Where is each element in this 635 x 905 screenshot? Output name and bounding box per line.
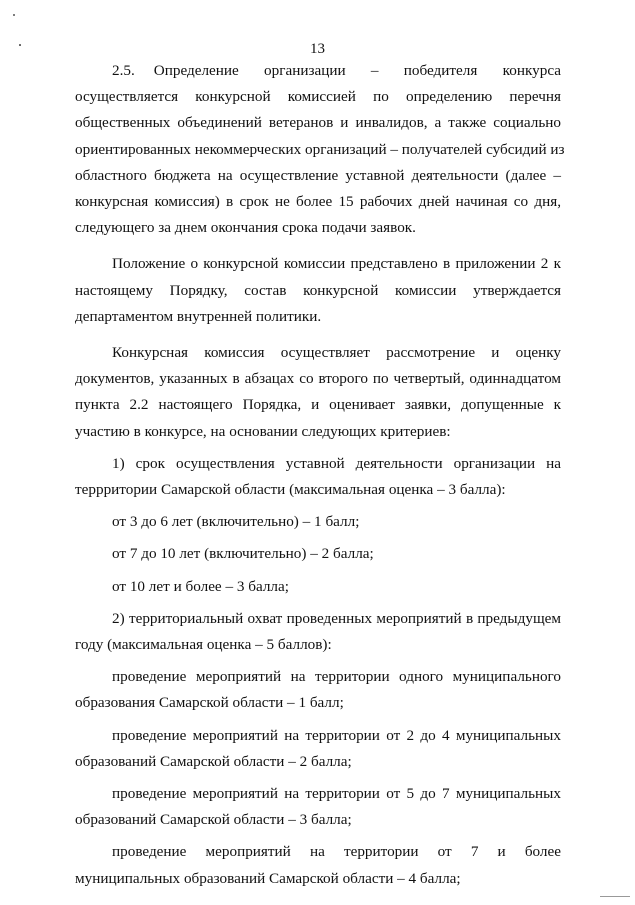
- criterion-1: [75, 451, 561, 503]
- text-line: году (максимальная оценка – 5 баллов):: [75, 636, 332, 654]
- criterion-1-option-1: [75, 509, 561, 535]
- text-line: областного бюджета на осуществление уставной деятельности (далее –: [75, 166, 561, 184]
- text-line: настоящему Порядку, состав конкурсной комиссии утверждается: [75, 281, 561, 299]
- text-line: от 10 лет и более – 3 балла;: [112, 577, 289, 595]
- text-line: департаментом внутренней политики.: [75, 307, 322, 325]
- text-line: конкурсная комиссия) в срок не более 15 рабочих дней начиная со дня,: [75, 193, 561, 211]
- text-line: 1) срок осуществления уставной деятельности организации на: [112, 454, 561, 472]
- text-line: осуществляется конкурсной комиссией по определению перечня: [75, 88, 561, 106]
- scan-speck: [13, 14, 15, 16]
- text-line: образования Самарской области – 1 балл;: [75, 694, 344, 712]
- text-line: проведение мероприятий на территории от 5 до 7 муниципальных: [112, 785, 561, 803]
- paragraph-evaluation: [75, 340, 561, 445]
- text-line: муниципальных образований Самарской области – 4 балла;: [75, 869, 461, 887]
- text-line: проведение мероприятий на территории одного муниципального: [112, 668, 561, 686]
- text-line: образований Самарской области – 3 балла;: [75, 811, 352, 829]
- text-line: общественных объединений ветеранов и инвалидов, а также социально: [75, 114, 561, 132]
- criterion-2-option-3: [75, 781, 561, 833]
- text-line: участию в конкурсе, на основании следующих критериев:: [75, 422, 451, 440]
- text-line: проведение мероприятий на территории от 7 и более: [112, 843, 561, 861]
- scan-speck: [19, 44, 21, 46]
- criterion-1-option-3: [75, 574, 561, 600]
- scan-speck: [600, 896, 630, 897]
- paragraph-2-5: [75, 58, 565, 241]
- text-line: Положение о конкурсной комиссии представлено в приложении 2 к: [112, 255, 561, 273]
- page-number: 13: [310, 41, 325, 57]
- text-line: пункта 2.2 настоящего Порядка, и оценивает заявки, допущенные к: [75, 396, 561, 414]
- text-line: документов, указанных в абзацах со второго по четвертый, одиннадцатом: [75, 370, 561, 388]
- criterion-2-option-1: [75, 664, 561, 716]
- text-line: 2) территориальный охват проведенных мероприятий в предыдущем: [112, 609, 561, 627]
- paragraph-commission-regulation: [75, 251, 561, 330]
- text-line: ориентированных некоммерческих организаций – получателей субсидий из: [75, 140, 565, 158]
- text-line: террритории Самарской области (максимальная оценка – 3 балла):: [75, 481, 506, 499]
- text-line: от 7 до 10 лет (включительно) – 2 балла;: [112, 545, 374, 563]
- criterion-2: [75, 606, 561, 658]
- text-line: образований Самарской области – 2 балла;: [75, 752, 352, 770]
- text-line: проведение мероприятий на территории от 2 до 4 муниципальных: [112, 726, 561, 744]
- document-body: [75, 58, 565, 892]
- criterion-2-option-2: [75, 723, 561, 775]
- text-line: 2.5. Определение организации – победителя конкурса: [112, 62, 561, 79]
- text-line: следующего за днем окончания срока подачи заявок.: [75, 219, 416, 237]
- criterion-2-option-4: [75, 839, 561, 891]
- text-line: Конкурсная комиссия осуществляет рассмотрение и оценку: [112, 344, 561, 362]
- text-line: от 3 до 6 лет (включительно) – 1 балл;: [112, 513, 360, 531]
- criterion-1-option-2: [75, 541, 561, 567]
